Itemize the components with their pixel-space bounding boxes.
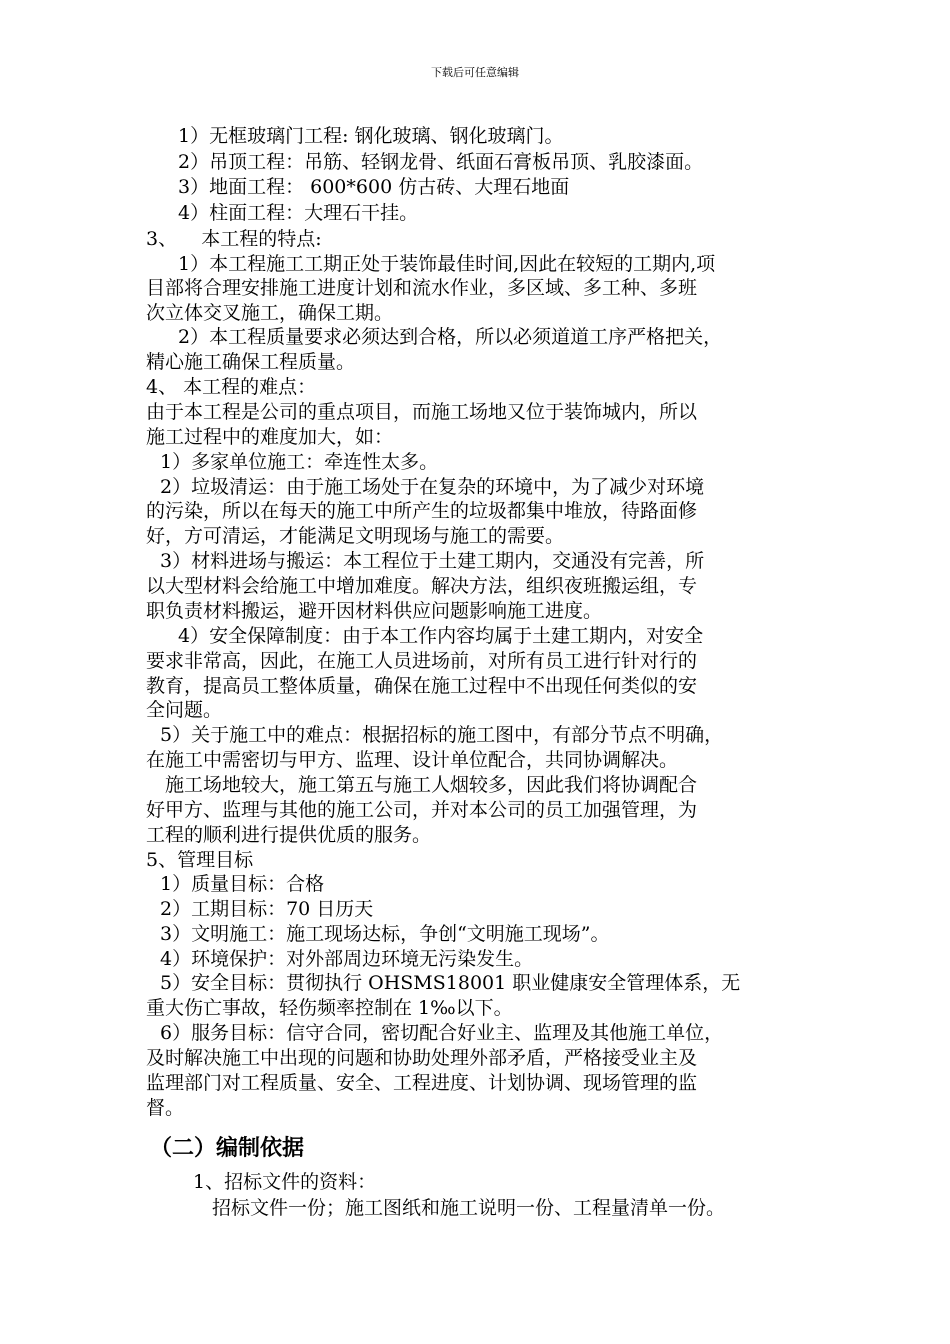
body-line: 1）本工程施工工期正处于装饰最佳时间,因此在较短的工期内,项 bbox=[178, 253, 716, 275]
body-line: 5）关于施工中的难点：根据招标的施工图中，有部分节点不明确， bbox=[160, 724, 724, 746]
body-line: 在施工中需密切与甲方、监理、设计单位配合，共同协调解决。 bbox=[146, 749, 679, 771]
body-line: 好，方可清运，才能满足文明现场与施工的需要。 bbox=[146, 525, 565, 547]
body-line: 要求非常高，因此，在施工人员进场前，对所有员工进行针对行的 bbox=[146, 650, 698, 672]
body-line: 4、 本工程的难点： bbox=[146, 376, 317, 398]
body-line: 3、 本工程的特点: bbox=[146, 228, 322, 250]
body-line: 5、管理目标 bbox=[146, 849, 254, 871]
body-line: 1）质量目标：合格 bbox=[160, 873, 325, 895]
body-line: 施工过程中的难度加大，如： bbox=[146, 426, 394, 448]
body-line: 教育，提高员工整体质量，确保在施工过程中不出现任何类似的安 bbox=[146, 675, 698, 697]
body-line: 工程的顺利进行提供优质的服务。 bbox=[146, 824, 432, 846]
body-line: 5）安全目标：贯彻执行 OHSMS18001 职业健康安全管理体系，无 bbox=[160, 972, 741, 994]
body-line: 6）服务目标：信守合同，密切配合好业主、监理及其他施工单位， bbox=[160, 1022, 724, 1044]
body-line: 3）材料进场与搬运：本工程位于土建工期内，交通没有完善，所 bbox=[160, 550, 705, 572]
body-line: 4）环境保护：对外部周边环境无污染发生。 bbox=[160, 948, 534, 970]
body-line: 2）工期目标：70 日历天 bbox=[160, 898, 374, 920]
body-line: 全问题。 bbox=[146, 699, 223, 721]
body-line: 4）柱面工程：大理石干挂。 bbox=[178, 202, 419, 224]
body-line: 2）吊顶工程：吊筋、轻钢龙骨、纸面石膏板吊顶、乳胶漆面。 bbox=[178, 151, 704, 173]
section-heading: （二）编制依据 bbox=[150, 1136, 305, 1161]
body-line: 施工场地较大，施工第五与施工人烟较多，因此我们将协调配合 bbox=[165, 774, 698, 796]
sub-line: 招标文件一份；施工图纸和施工说明一份、工程量清单一份。 bbox=[212, 1197, 726, 1219]
body-line: 由于本工程是公司的重点项目，而施工场地又位于装饰城内，所以 bbox=[146, 401, 698, 423]
body-line: 监理部门对工程质量、安全、工程进度、计划协调、现场管理的监 bbox=[146, 1072, 698, 1094]
body-line: 次立体交叉施工，确保工期。 bbox=[146, 302, 394, 324]
body-line: 3）文明施工：施工现场达标，争创“文明施工现场”。 bbox=[160, 923, 610, 945]
body-line: 的污染，所以在每天的施工中所产生的垃圾都集中堆放，待路面修 bbox=[146, 500, 698, 522]
body-line: 1）无框玻璃门工程: 钢化玻璃、钢化玻璃门。 bbox=[178, 125, 564, 147]
body-line: 督。 bbox=[146, 1097, 185, 1119]
body-line: 重大伤亡事故，轻伤频率控制在 1‰以下。 bbox=[146, 997, 513, 1019]
body-line: 2）垃圾清运：由于施工场处于在复杂的环境中，为了减少对环境 bbox=[160, 476, 705, 498]
body-line: 以大型材料会给施工中增加难度。解决方法，组织夜班搬运组，专 bbox=[146, 575, 698, 597]
body-line: 2）本工程质量要求必须达到合格，所以必须道道工序严格把关， bbox=[178, 326, 723, 348]
body-line: 及时解决施工中出现的问题和协助处理外部矛盾，严格接受业主及 bbox=[146, 1047, 698, 1069]
body-line: 职负责材料搬运，避开因材料供应问题影响施工进度。 bbox=[146, 600, 603, 622]
body-line: 1）多家单位施工：牵连性太多。 bbox=[160, 451, 439, 473]
body-line: 3）地面工程： 600*600 仿古砖、大理石地面 bbox=[178, 176, 570, 198]
body-line: 精心施工确保工程质量。 bbox=[146, 351, 356, 373]
body-line: 目部将合理安排施工进度计划和流水作业，多区域、多工种、多班 bbox=[146, 277, 698, 299]
page-header: 下载后可任意编辑 bbox=[431, 66, 519, 79]
sub-line: 1、招标文件的资料： bbox=[193, 1171, 377, 1193]
body-line: 4）安全保障制度：由于本工作内容均属于土建工期内，对安全 bbox=[178, 625, 704, 647]
body-line: 好甲方、监理与其他的施工公司，并对本公司的员工加强管理，为 bbox=[146, 799, 698, 821]
